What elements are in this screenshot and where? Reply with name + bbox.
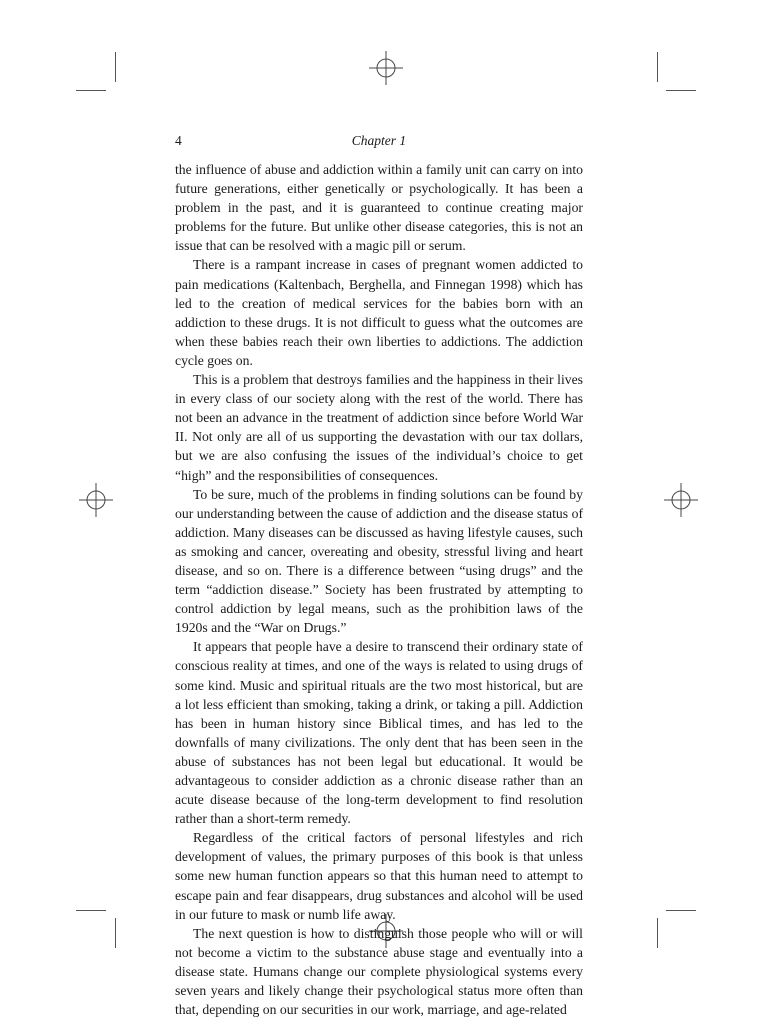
crop-mark-top-right-vertical (657, 52, 658, 82)
registration-mark-top-icon (369, 51, 403, 85)
crop-mark-top-left-horizontal (76, 90, 106, 91)
paragraph: Regardless of the critical factors of personal lifestyles and rich development of values, the primary purposes of this book is that unless some new human function appears so that this human need to attempt to escape pain and fear disappears, drug substances and alcohol will be used in our future to mask or numb life away. (175, 830, 583, 922)
crop-mark-top-left-vertical (115, 52, 116, 82)
crop-mark-bottom-right-horizontal (666, 910, 696, 911)
crop-mark-bottom-left-vertical (115, 918, 116, 948)
paragraph: It appears that people have a desire to transcend their ordinary state of conscious reality at times, and one of the ways is related to using drugs of some kind. Music and spiritual rituals are the two most historical, but are a lot less efficient than smoking, taking a drink, or taking a pill. Addiction has been in human history since Biblical times, and has led to the downfalls of many civilizations. The only dent that has been seen in the abuse of substances has not been legal but educational. It would be advantageous to consider addiction as a chronic disease rather than an acute disease because of the long-term development to find resolution rather than a short-term remedy. (175, 639, 583, 827)
body-text (175, 160, 583, 1019)
paragraph: The next question is how to distinguish those people who will or will not become a victim to the substance abuse stage and eventually into a disease state. Humans change our complete physiological systems every seven years and likely change their psychological status more often than that, depending on our securities in our work, marriage, and age-related (175, 925, 583, 1018)
crop-mark-bottom-right-vertical (657, 918, 658, 948)
registration-mark-left-icon (79, 483, 113, 517)
crop-mark-bottom-left-horizontal (76, 910, 106, 911)
page-number: 4 (175, 133, 182, 148)
paragraph: the influence of abuse and addiction within a family unit can carry on into future generations, either genetically or psychologically. It has been a problem in the past, and it is guaranteed to continue creating major problems for the future. But unlike other disease categories, this is not an issue that can be resolved with a magic pill or serum. (175, 162, 583, 254)
paragraph: To be sure, much of the problems in finding solutions can be found by our understanding between the cause of addiction and the disease status of addiction. Many diseases can be discussed as having lifestyle causes, such as smoking and cancer, overeating and obesity, stressful living and heart disease, and so on. There is a difference between “using drugs” and the term “addiction disease.” Society has been frustrated by attempting to control addiction by legal means, such as the prohibition laws of the 1920s and the “War on Drugs.” (175, 486, 583, 636)
paragraph: There is a rampant increase in cases of pregnant women addicted to pain medications (Kaltenbach, Berghella, and Finnegan 1998) which has led to the creation of medical services for the babies born with an addiction to these drugs. It is not difficult to guess what the outcomes are when these babies reach their own liberties to addictions. The addiction cycle goes on. (175, 257, 583, 368)
crop-mark-top-right-horizontal (666, 90, 696, 91)
running-head: Chapter 1 (351, 133, 407, 148)
paragraph: This is a problem that destroys families and the happiness in their lives in every class of our society along with the rest of the world. There has not been an advance in the treatment of addiction since before World War II. Not only are all of us supporting the devastation with our tax dollars, but we are also confusing the issues of the individual’s choice to get “high” and the responsibilities of consequences. (175, 372, 583, 483)
registration-mark-right-icon (664, 483, 698, 517)
page-header (175, 133, 583, 151)
